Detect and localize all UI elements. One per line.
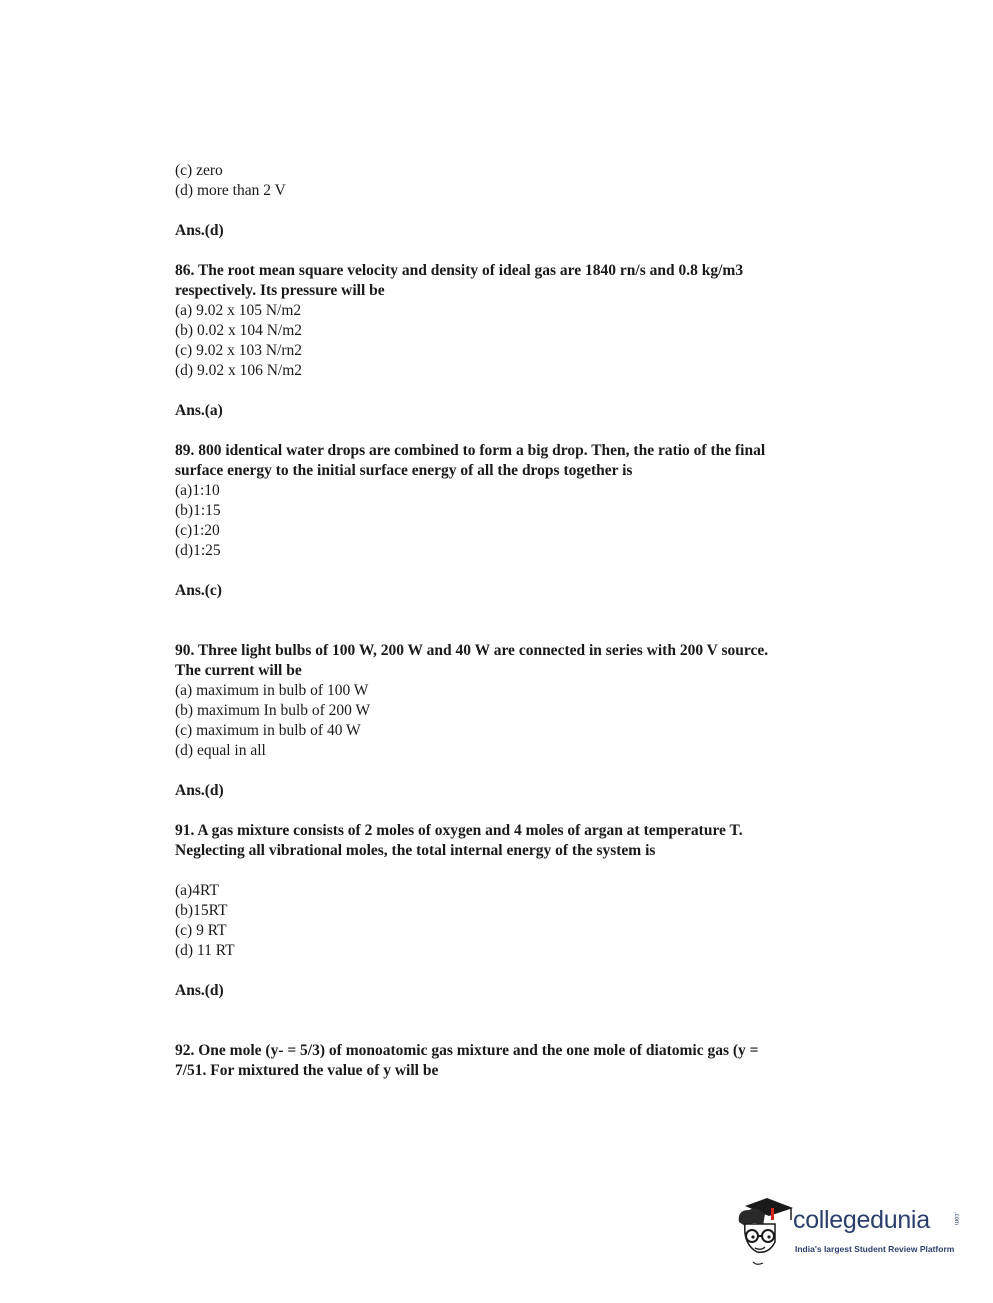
option-b: (b) 0.02 x 104 N/m2: [175, 322, 303, 339]
answer: Ans.(d): [175, 782, 224, 799]
option-a: (a)4RT: [175, 882, 219, 899]
option-c: (c) 9.02 x 103 N/rn2: [175, 342, 302, 359]
page-content: [175, 161, 875, 1081]
logo-suffix: .com: [953, 1212, 959, 1226]
question-91-text: Neglecting all vibrational moles, the total internal energy of the system is: [175, 842, 656, 859]
answer: Ans.(a): [175, 402, 223, 419]
logo-wordmark: collegedunia: [793, 1206, 930, 1234]
logo-tagline: India's largest Student Review Platform: [795, 1244, 955, 1254]
question-90-text: The current will be: [175, 662, 302, 679]
option-c: (c) maximum in bulb of 40 W: [175, 722, 361, 739]
option-a: (a)1:10: [175, 482, 220, 499]
question-91-text: 91. A gas mixture consists of 2 moles of oxygen and 4 moles of argan at temperature T.: [175, 822, 743, 839]
answer: Ans.(d): [175, 982, 224, 999]
answer: Ans.(d): [175, 222, 224, 239]
option-d: (d) equal in all: [175, 742, 266, 759]
question-89-text: 89. 800 identical water drops are combined to form a big drop. Then, the ratio of the final: [175, 442, 766, 459]
collegedunia-logo: [735, 1196, 965, 1270]
option-a: (a) 9.02 x 105 N/m2: [175, 302, 302, 319]
option-b: (b) maximum In bulb of 200 W: [175, 702, 371, 719]
option-a: (a) maximum in bulb of 100 W: [175, 682, 369, 699]
question-89-text: surface energy to the initial surface energy of all the drops together is: [175, 462, 633, 479]
option-b: (b)1:15: [175, 502, 221, 519]
option-c: (c)1:20: [175, 522, 220, 539]
option-d: (d) 11 RT: [175, 942, 235, 959]
answer: Ans.(c): [175, 582, 222, 599]
option-d: (d) 9.02 x 106 N/m2: [175, 362, 303, 379]
option-b: (b)15RT: [175, 902, 228, 919]
option-c: (c) zero: [175, 162, 223, 179]
option-c: (c) 9 RT: [175, 922, 227, 939]
mascot-icon: [735, 1196, 797, 1270]
option-d: (d) more than 2 V: [175, 182, 286, 199]
question-92-text: 7/51. For mixtured the value of y will be: [175, 1062, 439, 1079]
question-90-text: 90. Three light bulbs of 100 W, 200 W and 40 W are connected in series with 200 V source.: [175, 642, 769, 659]
question-86-text: respectively. Its pressure will be: [175, 282, 385, 299]
option-d: (d)1:25: [175, 542, 221, 559]
question-86-text: 86. The root mean square velocity and density of ideal gas are 1840 rn/s and 0.8 kg/m3: [175, 262, 744, 279]
question-92-text: 92. One mole (y- = 5/3) of monoatomic gas mixture and the one mole of diatomic gas (y =: [175, 1042, 759, 1059]
